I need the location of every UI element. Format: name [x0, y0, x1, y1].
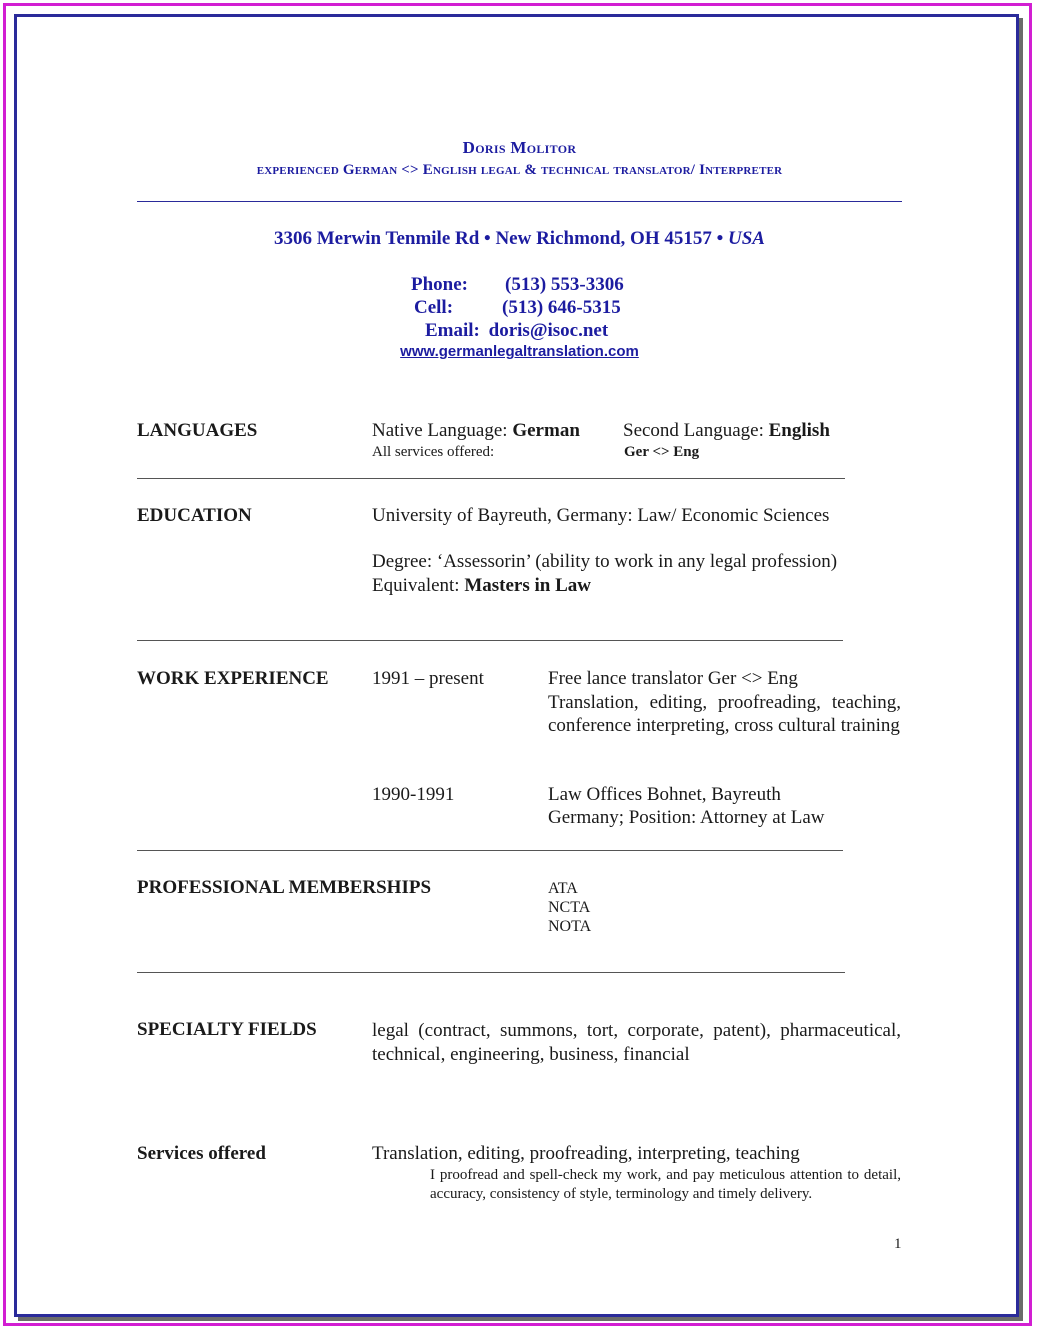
document-page [14, 14, 1019, 1317]
work-description: Germany; Position: Attorney at Law [548, 807, 825, 828]
section-divider [137, 640, 843, 641]
memberships-heading: PROFESSIONAL MEMBERSHIPS [137, 877, 432, 898]
specialty-heading: SPECIALTY FIELDS [137, 1019, 317, 1040]
cell-label: Cell: [414, 297, 454, 318]
degree: Degree: ‘Assessorin’ (ability to work in any legal profession) [372, 551, 838, 572]
section-divider [137, 972, 845, 973]
equivalent-degree: Equivalent: Masters in Law [372, 575, 591, 596]
languages-heading: LANGUAGES [137, 420, 258, 441]
work-title: Free lance translator Ger <> Eng [548, 668, 798, 689]
specialty-text: legal (contract, summons, tort, corporate, patent), pharmaceutical, technical, engineering, business, financial [372, 1020, 901, 1065]
work-description: Translation, editing, proofreading, teaching, conference interpreting, cross cultural training [548, 692, 901, 736]
address: 3306 Merwin Tenmile Rd • New Richmond, OH 45157 • USA [274, 228, 765, 249]
phone-value: (513) 553-3306 [505, 274, 624, 295]
website-link[interactable]: www.germanlegaltranslation.com [400, 343, 639, 360]
phone-label: Phone: [411, 274, 468, 295]
second-language: Second Language: English [623, 420, 830, 441]
cell-value: (513) 646-5315 [502, 297, 621, 318]
work-heading: WORK EXPERIENCE [137, 668, 329, 689]
services-text: Translation, editing, proofreading, interpreting, teaching [372, 1143, 800, 1164]
work-title: Law Offices Bohnet, Bayreuth [548, 784, 781, 805]
services-heading: Services offered [137, 1143, 266, 1164]
services-note: I proofread and spell-check my work, and pay meticulous attention to detail, accuracy, consistency of style, terminology and timely delivery. [430, 1167, 901, 1202]
work-dates: 1991 – present [372, 668, 484, 689]
native-language: Native Language: German [372, 420, 580, 441]
university: University of Bayreuth, Germany: Law/ Economic Sciences [372, 505, 830, 526]
section-divider [137, 478, 845, 479]
page-number: 1 [894, 1236, 902, 1252]
education-heading: EDUCATION [137, 505, 252, 526]
services-offered-value: Ger <> Eng [624, 444, 700, 460]
tagline: experienced German <> English legal & technical translator/ Interpreter [256, 162, 783, 178]
work-dates: 1990-1991 [372, 784, 455, 805]
membership-item: ATA [548, 880, 578, 897]
email-label: Email: [425, 320, 480, 341]
header-divider [137, 201, 902, 202]
email-line [425, 320, 608, 342]
email-link[interactable]: doris@isoc.net [488, 320, 609, 341]
membership-item: NOTA [548, 918, 592, 935]
candidate-name: Doris Molitor [462, 138, 577, 157]
section-divider [137, 850, 843, 851]
services-offered-label: All services offered: [372, 444, 495, 460]
membership-item: NCTA [548, 899, 591, 916]
